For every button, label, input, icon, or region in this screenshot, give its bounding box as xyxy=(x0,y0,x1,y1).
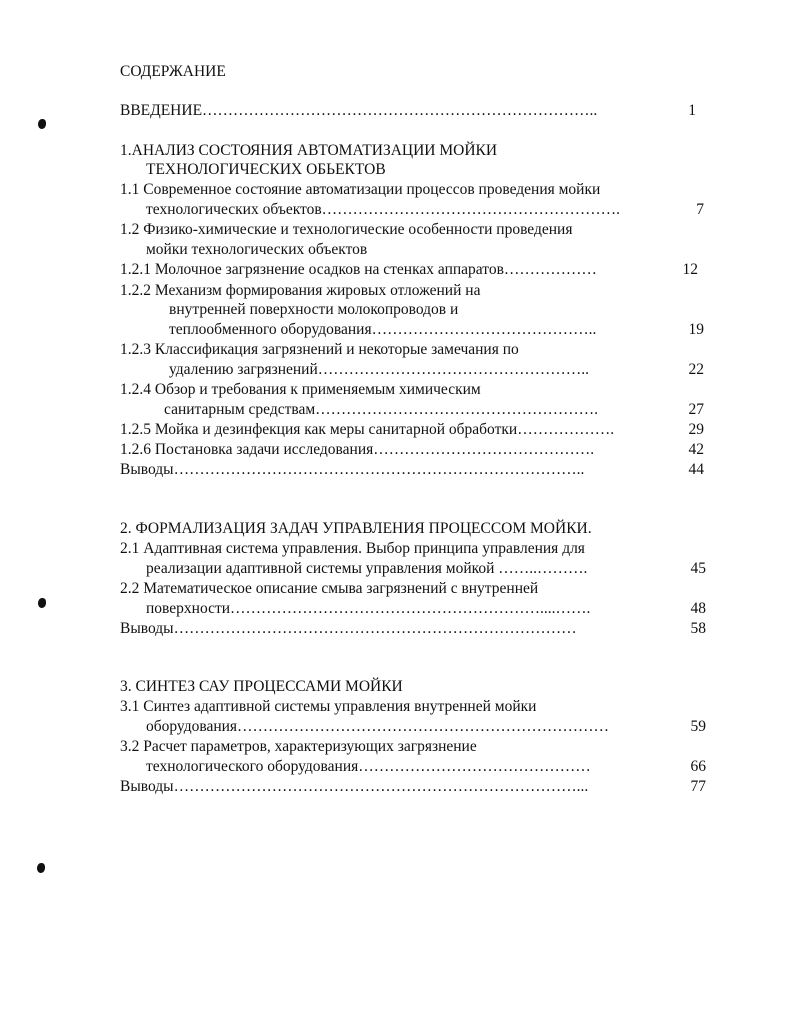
toc-entry-1-2-5: 1.2.5 Мойка и дезинфекция как меры санитарной обработки………………. xyxy=(120,421,615,438)
page-title: СОДЕРЖАНИЕ xyxy=(120,63,226,80)
toc-entry-1-1-cont: технологических объектов…………………………………………………. xyxy=(146,201,621,218)
toc-entry-1-2: 1.2 Физико-химические и технологические особенности проведения xyxy=(120,221,573,238)
toc-page-1-2-4: 27 xyxy=(688,401,704,418)
chapter1-heading-line2: ТЕХНОЛОГИЧЕСКИХ ОБЬЕКТОВ xyxy=(146,161,386,178)
toc-page-1-2-2: 19 xyxy=(688,321,704,338)
toc-entry-2-1: 2.1 Адаптивная система управления. Выбор принципа управления для xyxy=(120,540,585,557)
toc-page-intro: 1 xyxy=(688,102,696,119)
punch-hole-mark-top xyxy=(38,119,46,129)
chapter2-heading: 2. ФОРМАЛИЗАЦИЯ ЗАДАЧ УПРАВЛЕНИЯ ПРОЦЕССОМ МОЙКИ. xyxy=(120,520,592,537)
toc-page-3-1: 59 xyxy=(690,718,706,735)
toc-entry-1-2-2-cont: внутренней поверхности молокопроводов и xyxy=(169,301,459,318)
toc-page-1-2-3: 22 xyxy=(688,361,704,378)
toc-page-ch3-conclusions: 77 xyxy=(690,778,706,795)
toc-entry-1-1: 1.1 Современное состояние автоматизации процессов проведения мойки xyxy=(120,181,601,198)
toc-page-1-2-1: 12 xyxy=(682,261,698,278)
toc-entry-ch2-conclusions: Выводы…………………………………………………………………… xyxy=(120,620,577,637)
toc-entry-3-2-cont: технологического оборудования……………………………………… xyxy=(146,758,591,775)
toc-page-1-2-6: 42 xyxy=(688,441,704,458)
toc-entry-1-2-4: 1.2.4 Обзор и требования к применяемым химическим xyxy=(120,381,481,398)
toc-page-ch2-conclusions: 58 xyxy=(690,620,706,637)
toc-page-2-2: 48 xyxy=(690,600,706,617)
toc-entry-1-2-3: 1.2.3 Классификация загрязнений и некоторые замечания по xyxy=(120,341,519,358)
punch-hole-mark-middle xyxy=(38,598,46,608)
toc-entry-1-2-1: 1.2.1 Молочное загрязнение осадков на стенках аппаратов……………… xyxy=(120,261,597,278)
punch-hole-mark-bottom xyxy=(37,863,45,873)
toc-page-ch1-conclusions: 44 xyxy=(688,461,704,478)
toc-page-1-2-5: 29 xyxy=(688,421,704,438)
toc-entry-ch1-conclusions: Выводы…………………………………………………………………….. xyxy=(120,461,585,478)
toc-entry-1-2-cont: мойки технологических объектов xyxy=(146,241,368,258)
toc-entry-1-2-3-cont: удалению загрязнений…………………………………………….. xyxy=(169,361,590,378)
toc-entry-2-2: 2.2 Математическое описание смыва загрязнений с внутренней xyxy=(120,580,539,597)
toc-entry-1-2-6: 1.2.6 Постановка задачи исследования……………………………………. xyxy=(120,441,595,458)
toc-entry-intro: ВВЕДЕНИЕ………………………………………………………………….. xyxy=(120,102,598,119)
toc-entry-3-2: 3.2 Расчет параметров, характеризующих загрязнение xyxy=(120,738,477,755)
chapter1-heading: 1.АНАЛИЗ СОСТОЯНИЯ АВТОМАТИЗАЦИИ МОЙКИ xyxy=(120,142,498,159)
toc-entry-1-2-2: 1.2.2 Механизм формирования жировых отложений на xyxy=(120,282,481,299)
toc-entry-3-1-cont: оборудования……………………………………………………………… xyxy=(146,718,610,735)
toc-page-3-2: 66 xyxy=(690,758,706,775)
toc-entry-3-1: 3.1 Синтез адаптивной системы управления внутренней мойки xyxy=(120,698,537,715)
toc-entry-2-2-cont: поверхности……………………………………………………....……. xyxy=(146,600,591,617)
toc-page-2-1: 45 xyxy=(690,560,706,577)
toc-page-1-1: 7 xyxy=(696,201,704,218)
toc-entry-1-2-2-cont2: теплообменного оборудования…………………………………….. xyxy=(169,321,597,338)
chapter3-heading: 3. СИНТЕЗ САУ ПРОЦЕССАМИ МОЙКИ xyxy=(120,678,403,695)
toc-entry-ch3-conclusions: Выводы……………………………………………………………………... xyxy=(120,778,589,795)
toc-entry-2-1-cont: реализации адаптивной системы управления мойкой ……..………. xyxy=(146,560,588,577)
toc-entry-1-2-4-cont: санитарным средствам………………………………………………. xyxy=(164,401,599,418)
